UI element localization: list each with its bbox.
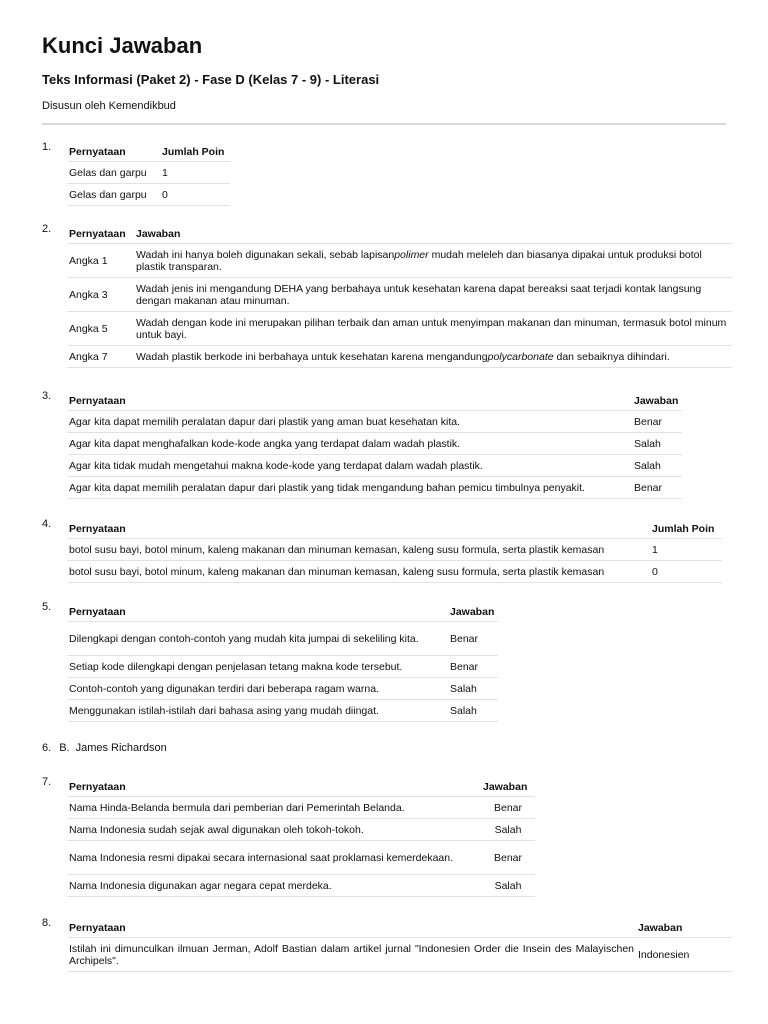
points-cell: 1 bbox=[650, 539, 722, 561]
code-label-cell: Angka 7 bbox=[67, 346, 134, 368]
answer-cell: Salah bbox=[632, 455, 682, 477]
table-header-row bbox=[67, 601, 498, 622]
question-number: 1. bbox=[42, 141, 52, 153]
answer-text: James Richardson bbox=[75, 742, 167, 754]
table-row bbox=[67, 678, 498, 700]
column-header: Pernyataan bbox=[67, 390, 632, 411]
table-row bbox=[67, 184, 230, 206]
answer-table bbox=[67, 141, 230, 206]
question-number: 2. bbox=[42, 223, 52, 235]
answer-cell: Indonesien bbox=[636, 938, 732, 972]
table-row bbox=[67, 656, 498, 678]
table-header-row bbox=[67, 776, 535, 797]
statement-cell: botol susu bayi, botol minum, kaleng makanan dan minuman kemasan, kaleng susu formula, serta plastik kemasan bbox=[67, 561, 650, 583]
table-row bbox=[67, 561, 722, 583]
table-row bbox=[67, 539, 722, 561]
answer-table bbox=[67, 223, 732, 368]
question-number: 4. bbox=[42, 518, 52, 530]
answer-cell: Benar bbox=[632, 411, 682, 433]
table-header-row bbox=[67, 141, 230, 162]
column-header: Pernyataan bbox=[67, 223, 134, 244]
answer-cell: Benar bbox=[448, 656, 498, 678]
statement-cell: Agar kita tidak mudah mengetahui makna kode-kode yang terdapat dalam wadah plastik. bbox=[67, 455, 632, 477]
statement-cell: Agar kita dapat memilih peralatan dapur dari plastik yang tidak mengandung bahan pemicu timbulnya penyakit. bbox=[67, 477, 632, 499]
answer-table bbox=[67, 917, 732, 972]
code-label-cell: Angka 1 bbox=[67, 244, 134, 278]
table-row bbox=[67, 433, 682, 455]
column-header: Jawaban bbox=[481, 776, 535, 797]
table-row bbox=[67, 346, 732, 368]
question-number: 7. bbox=[42, 776, 52, 788]
statement-cell: Contoh-contoh yang digunakan terdiri dari beberapa ragam warna. bbox=[67, 678, 448, 700]
answer-cell: Benar bbox=[632, 477, 682, 499]
code-label-cell: Angka 3 bbox=[67, 278, 134, 312]
column-header: Jawaban bbox=[632, 390, 682, 411]
column-header: Pernyataan bbox=[67, 776, 481, 797]
column-header: Jawaban bbox=[448, 601, 498, 622]
answer-table bbox=[67, 601, 498, 722]
question-6 bbox=[42, 742, 167, 754]
column-header: Pernyataan bbox=[67, 518, 650, 539]
table-row bbox=[67, 797, 535, 819]
table-header-row bbox=[67, 390, 682, 411]
answer-cell: Salah bbox=[481, 875, 535, 897]
header-divider bbox=[42, 123, 726, 125]
column-header: Pernyataan bbox=[67, 141, 160, 162]
table-row bbox=[67, 477, 682, 499]
column-header: Jumlah Poin bbox=[160, 141, 230, 162]
statement-cell: Nama Indonesia resmi dipakai secara internasional saat proklamasi kemerdekaan. bbox=[67, 841, 481, 875]
table-row bbox=[67, 278, 732, 312]
table-row bbox=[67, 700, 498, 722]
question-number: 3. bbox=[42, 390, 52, 402]
table-row bbox=[67, 622, 498, 656]
statement-cell: Dilengkapi dengan contoh-contoh yang mudah kita jumpai di sekeliling kita. bbox=[67, 622, 448, 656]
answer-cell: Wadah ini hanya boleh digunakan sekali, sebab lapisanpolimer mudah meleleh dan biasanya dipakai untuk produksi botol plastik transparan. bbox=[134, 244, 732, 278]
statement-cell: Nama Indonesia sudah sejak awal digunakan oleh tokoh-tokoh. bbox=[67, 819, 481, 841]
table-row bbox=[67, 312, 732, 346]
points-cell: 1 bbox=[160, 162, 230, 184]
answer-cell: Salah bbox=[481, 819, 535, 841]
question-number: 5. bbox=[42, 601, 52, 613]
answer-cell: Salah bbox=[448, 678, 498, 700]
answer-cell: Benar bbox=[481, 841, 535, 875]
table-header-row bbox=[67, 518, 722, 539]
statement-cell: Agar kita dapat memilih peralatan dapur dari plastik yang aman buat kesehatan kita. bbox=[67, 411, 632, 433]
points-cell: 0 bbox=[160, 184, 230, 206]
answer-cell: Benar bbox=[448, 622, 498, 656]
table-header-row bbox=[67, 917, 732, 938]
author-line: Disusun oleh Kemendikbud bbox=[42, 100, 176, 112]
question-number: 6. bbox=[42, 742, 52, 754]
answer-cell: Wadah jenis ini mengandung DEHA yang berbahaya untuk kesehatan karena dapat bereaksi saat terjadi kontak langsung dengan makanan atau minuman. bbox=[134, 278, 732, 312]
answer-table bbox=[67, 390, 682, 499]
answer-cell: Benar bbox=[481, 797, 535, 819]
answer-cell: Salah bbox=[632, 433, 682, 455]
statement-cell: botol susu bayi, botol minum, kaleng makanan dan minuman kemasan, kaleng susu formula, serta plastik kemasan bbox=[67, 539, 650, 561]
table-row bbox=[67, 244, 732, 278]
page-subtitle: Teks Informasi (Paket 2) - Fase D (Kelas 7 - 9) - Literasi bbox=[42, 72, 380, 87]
question-number: 8. bbox=[42, 917, 52, 929]
statement-cell: Gelas dan garpu bbox=[67, 184, 160, 206]
statement-cell: Agar kita dapat menghafalkan kode-kode angka yang terdapat dalam wadah plastik. bbox=[67, 433, 632, 455]
column-header: Jumlah Poin bbox=[650, 518, 722, 539]
answer-cell: Wadah plastik berkode ini berbahaya untuk kesehatan karena mengandungpolycarbonate dan sebaiknya dihindari. bbox=[134, 346, 732, 368]
column-header: Jawaban bbox=[636, 917, 732, 938]
column-header: Pernyataan bbox=[67, 917, 636, 938]
answer-letter: B. bbox=[59, 742, 70, 754]
column-header: Pernyataan bbox=[67, 601, 448, 622]
page-title: Kunci Jawaban bbox=[42, 33, 203, 58]
table-row bbox=[67, 938, 732, 972]
answer-table bbox=[67, 518, 722, 583]
statement-cell: Nama Hinda-Belanda bermula dari pemberian dari Pemerintah Belanda. bbox=[67, 797, 481, 819]
statement-cell: Istilah ini dimunculkan ilmuan Jerman, Adolf Bastian dalam artikel jurnal "Indonesien Order die Insein des Malayischen Archipels". bbox=[67, 938, 636, 972]
answer-table bbox=[67, 776, 535, 897]
table-row bbox=[67, 819, 535, 841]
table-row bbox=[67, 411, 682, 433]
table-row bbox=[67, 875, 535, 897]
statement-cell: Setiap kode dilengkapi dengan penjelasan tetang makna kode tersebut. bbox=[67, 656, 448, 678]
code-label-cell: Angka 5 bbox=[67, 312, 134, 346]
statement-cell: Nama Indonesia digunakan agar negara cepat merdeka. bbox=[67, 875, 481, 897]
table-row bbox=[67, 841, 535, 875]
statement-cell: Gelas dan garpu bbox=[67, 162, 160, 184]
column-header: Jawaban bbox=[134, 223, 732, 244]
answer-cell: Wadah dengan kode ini merupakan pilihan terbaik dan aman untuk menyimpan makanan dan minuman, termasuk botol minum untuk bayi. bbox=[134, 312, 732, 346]
table-row bbox=[67, 162, 230, 184]
answer-cell: Salah bbox=[448, 700, 498, 722]
statement-cell: Menggunakan istilah-istilah dari bahasa asing yang mudah diingat. bbox=[67, 700, 448, 722]
points-cell: 0 bbox=[650, 561, 722, 583]
table-row bbox=[67, 455, 682, 477]
table-header-row bbox=[67, 223, 732, 244]
